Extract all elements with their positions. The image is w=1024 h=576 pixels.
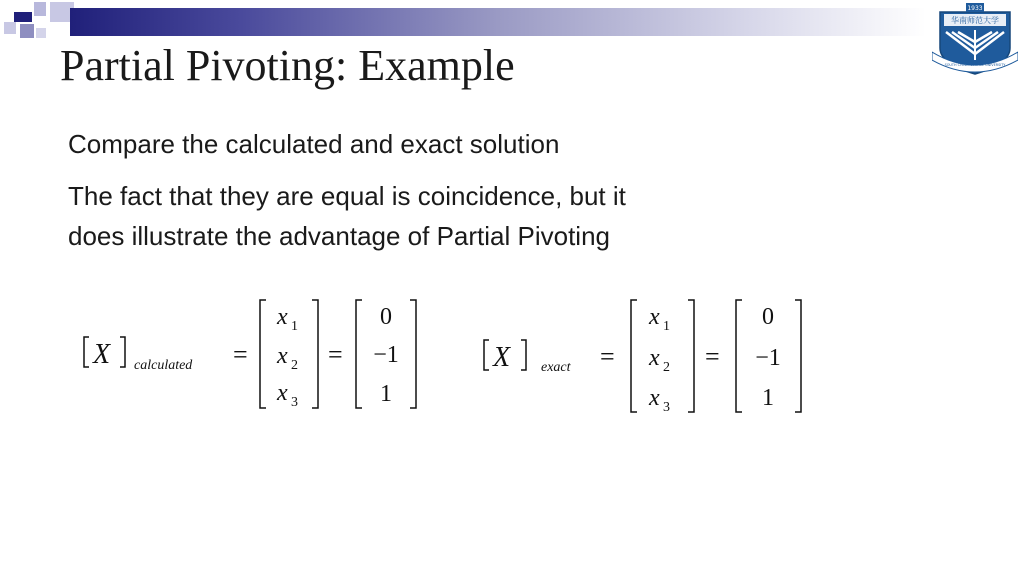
- vector-entry: x: [649, 385, 660, 411]
- matrix-bracket-left: [260, 300, 266, 408]
- value-entry: −1: [755, 345, 781, 371]
- matrix-bracket-right: [795, 300, 801, 412]
- svg-text:SOUTH CHINA NORMAL UNIVERSITY: SOUTH CHINA NORMAL UNIVERSITY: [944, 63, 1006, 67]
- bracket-left: [484, 340, 489, 370]
- header-square-light: [4, 22, 16, 34]
- header-square-light: [36, 28, 46, 38]
- header-square-mid: [20, 24, 34, 38]
- paragraph-line: does illustrate the advantage of Partial Pivoting: [68, 221, 611, 251]
- lhs-subscript: exact: [541, 360, 571, 375]
- header-gradient-bar: [70, 8, 926, 36]
- vector-index: 2: [663, 360, 670, 375]
- equation-calculated: [84, 300, 416, 410]
- svg-text:华南师范大学: 华南师范大学: [951, 16, 999, 25]
- paragraph-coincidence: [68, 176, 768, 256]
- value-entry: −1: [373, 342, 399, 368]
- bracket-left: [84, 337, 89, 367]
- value-entry: 0: [380, 304, 392, 330]
- lhs-subscript: calculated: [134, 358, 193, 373]
- equals-sign: =: [705, 342, 720, 371]
- lhs-variable: X: [93, 339, 111, 370]
- svg-text:1933: 1933: [967, 5, 983, 12]
- university-logo: [932, 2, 1018, 76]
- matrix-bracket-right: [410, 300, 416, 408]
- matrix-bracket-right: [688, 300, 694, 412]
- bracket-right: [521, 340, 526, 370]
- equals-sign: =: [600, 342, 615, 371]
- matrix-bracket-left: [736, 300, 742, 412]
- bracket-right: [120, 337, 125, 367]
- lhs-variable: X: [493, 342, 511, 373]
- header-square-light: [34, 2, 46, 16]
- equations-area: [0, 290, 1024, 430]
- matrix-bracket-right: [312, 300, 318, 408]
- vector-entry: x: [277, 343, 288, 369]
- vector-index: 1: [663, 319, 670, 334]
- paragraph-line: The fact that they are equal is coincidence, but it: [68, 181, 626, 211]
- value-entry: 0: [762, 304, 774, 330]
- vector-index: 3: [291, 395, 298, 410]
- equation-exact: [484, 300, 801, 415]
- matrix-bracket-left: [631, 300, 637, 412]
- vector-index: 3: [663, 400, 670, 415]
- header-square-dark: [14, 12, 32, 22]
- equals-sign: =: [328, 340, 343, 369]
- slide-title: Partial Pivoting: Example: [60, 41, 515, 90]
- value-entry: 1: [762, 385, 774, 411]
- vector-index: 1: [291, 319, 298, 334]
- vector-entry: x: [649, 345, 660, 371]
- vector-entry: x: [277, 304, 288, 330]
- paragraph-compare: Compare the calculated and exact solution: [68, 129, 560, 159]
- value-entry: 1: [380, 381, 392, 407]
- vector-entry: x: [277, 380, 288, 406]
- matrix-bracket-left: [356, 300, 362, 408]
- equals-sign: =: [233, 340, 248, 369]
- vector-index: 2: [291, 358, 298, 373]
- vector-entry: x: [649, 304, 660, 330]
